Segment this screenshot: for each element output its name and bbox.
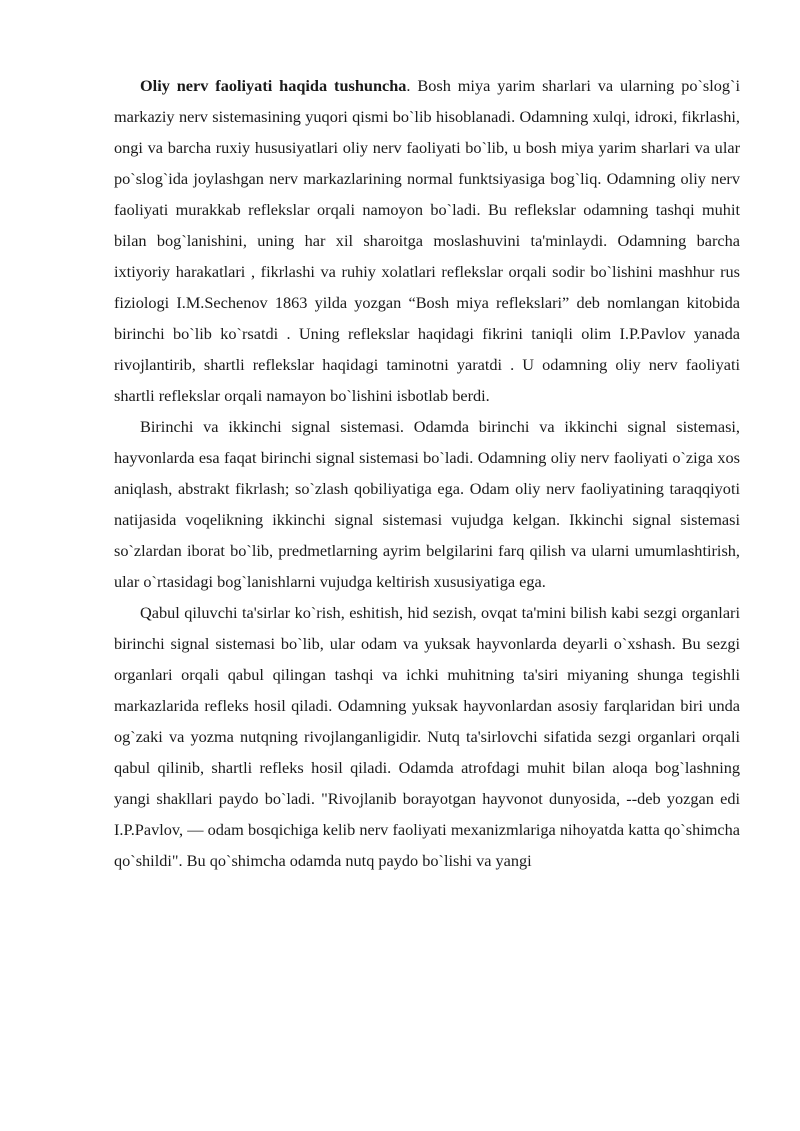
paragraph-lead-heading: Oliy nerv faoliyati haqida tushuncha — [140, 76, 407, 95]
document-page — [114, 70, 740, 876]
paragraph-signal-sistemasi — [114, 411, 740, 597]
paragraph-oliy-nerv-faoliyati — [114, 70, 740, 411]
paragraph-text: Qabul qiluvchi ta'sirlar ko`rish, eshitish, hid sezish, ovqat ta'mini bilish kabi sezgi organlari birinchi signal sistemasi bo`lib, ular odam va yuksak hayvonlarda deyarli o`xshash. Bu sezgi organlari orqali qabul qilingan tashqi va ichki muhitning ta'siri miyaning shunga tegishli markazlarida refleks hosil qiladi. Odamning yuksak hayvonlardan asosiy farqlaridan biri unda og`zaki va yozma nutqning rivojlanganligidir. Nutq ta'sirlovchi sifatida sezgi organlari orqali qabul qilinib, shartli refleks hosil qiladi. Odamda atrofdagi muhit bilan aloqa bog`lashning yangi shakllari paydo bo`ladi. "Rivojlanib borayotgan hayvonot dunyosida, --deb yozgan edi I.P.Pavlov, — odam bosqichiga kelib nerv faoliyati mexanizmlariga nihoyatda katta qo`shimcha qo`shildi". Bu qo`shimcha odamda nutq paydo bo`lishi va yangi — [114, 603, 740, 870]
paragraph-text: Birinchi va ikkinchi signal sistemasi. Odamda birinchi va ikkinchi signal sistemasi, hayvonlarda esa faqat birinchi signal sistemasi bo`ladi. Odamning oliy nerv faoliyati o`ziga xos aniqlash, abstrakt fikrlash; so`zlash qobiliyatiga ega. Odam oliy nerv faoliyatining taraqqiyoti natijasida voqelikning ikkinchi signal sistemasi vujudga kelgan. Ikkinchi signal sistemasi so`zlardan iborat bo`lib, predmetlarning ayrim belgilarini farq qilish va ularni umumlashtirish, ular o`rtasidagi bog`lanishlarni vujudga keltirish xususiyatiga ega. — [114, 417, 740, 591]
paragraph-text: . Bosh miya yarim sharlari va ularning po`slog`i markaziy nerv sistemasining yuqori qismi bo`lib hisoblanadi. Odamning xulqi, idroкi, fikrlashi, ongi va barcha ruxiy hususiyatlari oliy nerv faoliyati bo`lib, u bosh miya yarim sharlari va ular po`slog`ida joylashgan nerv markazlarining normal funktsiyasiga bog`liq. Odamning oliy nerv faoliyati murakkab reflekslar orqali namoyon bo`ladi. Bu reflekslar odamning tashqi muhit bilan bog`lanishini, uning har xil sharoitga moslashuvini ta'minlaydi. Odamning barcha ixtiyoriy harakatlari , fikrlashi va ruhiy xolatlari reflekslar orqali sodir bo`lishini mashhur rus fiziologi I.M.Sechenov 1863 yilda yozgan “Bosh miya reflekslari” deb nomlangan kitobida birinchi bo`lib ko`rsatdi . Uning reflekslar haqidagi fikrini taniqli olim I.P.Pavlov yanada rivojlantirib, shartli reflekslar haqidagi taminotni yaratdi . U odamning oliy nerv faoliyati shartli reflekslar orqali namayon bo`lishini isbotlab berdi. — [114, 76, 740, 405]
paragraph-qabul-qiluvchi — [114, 597, 740, 876]
